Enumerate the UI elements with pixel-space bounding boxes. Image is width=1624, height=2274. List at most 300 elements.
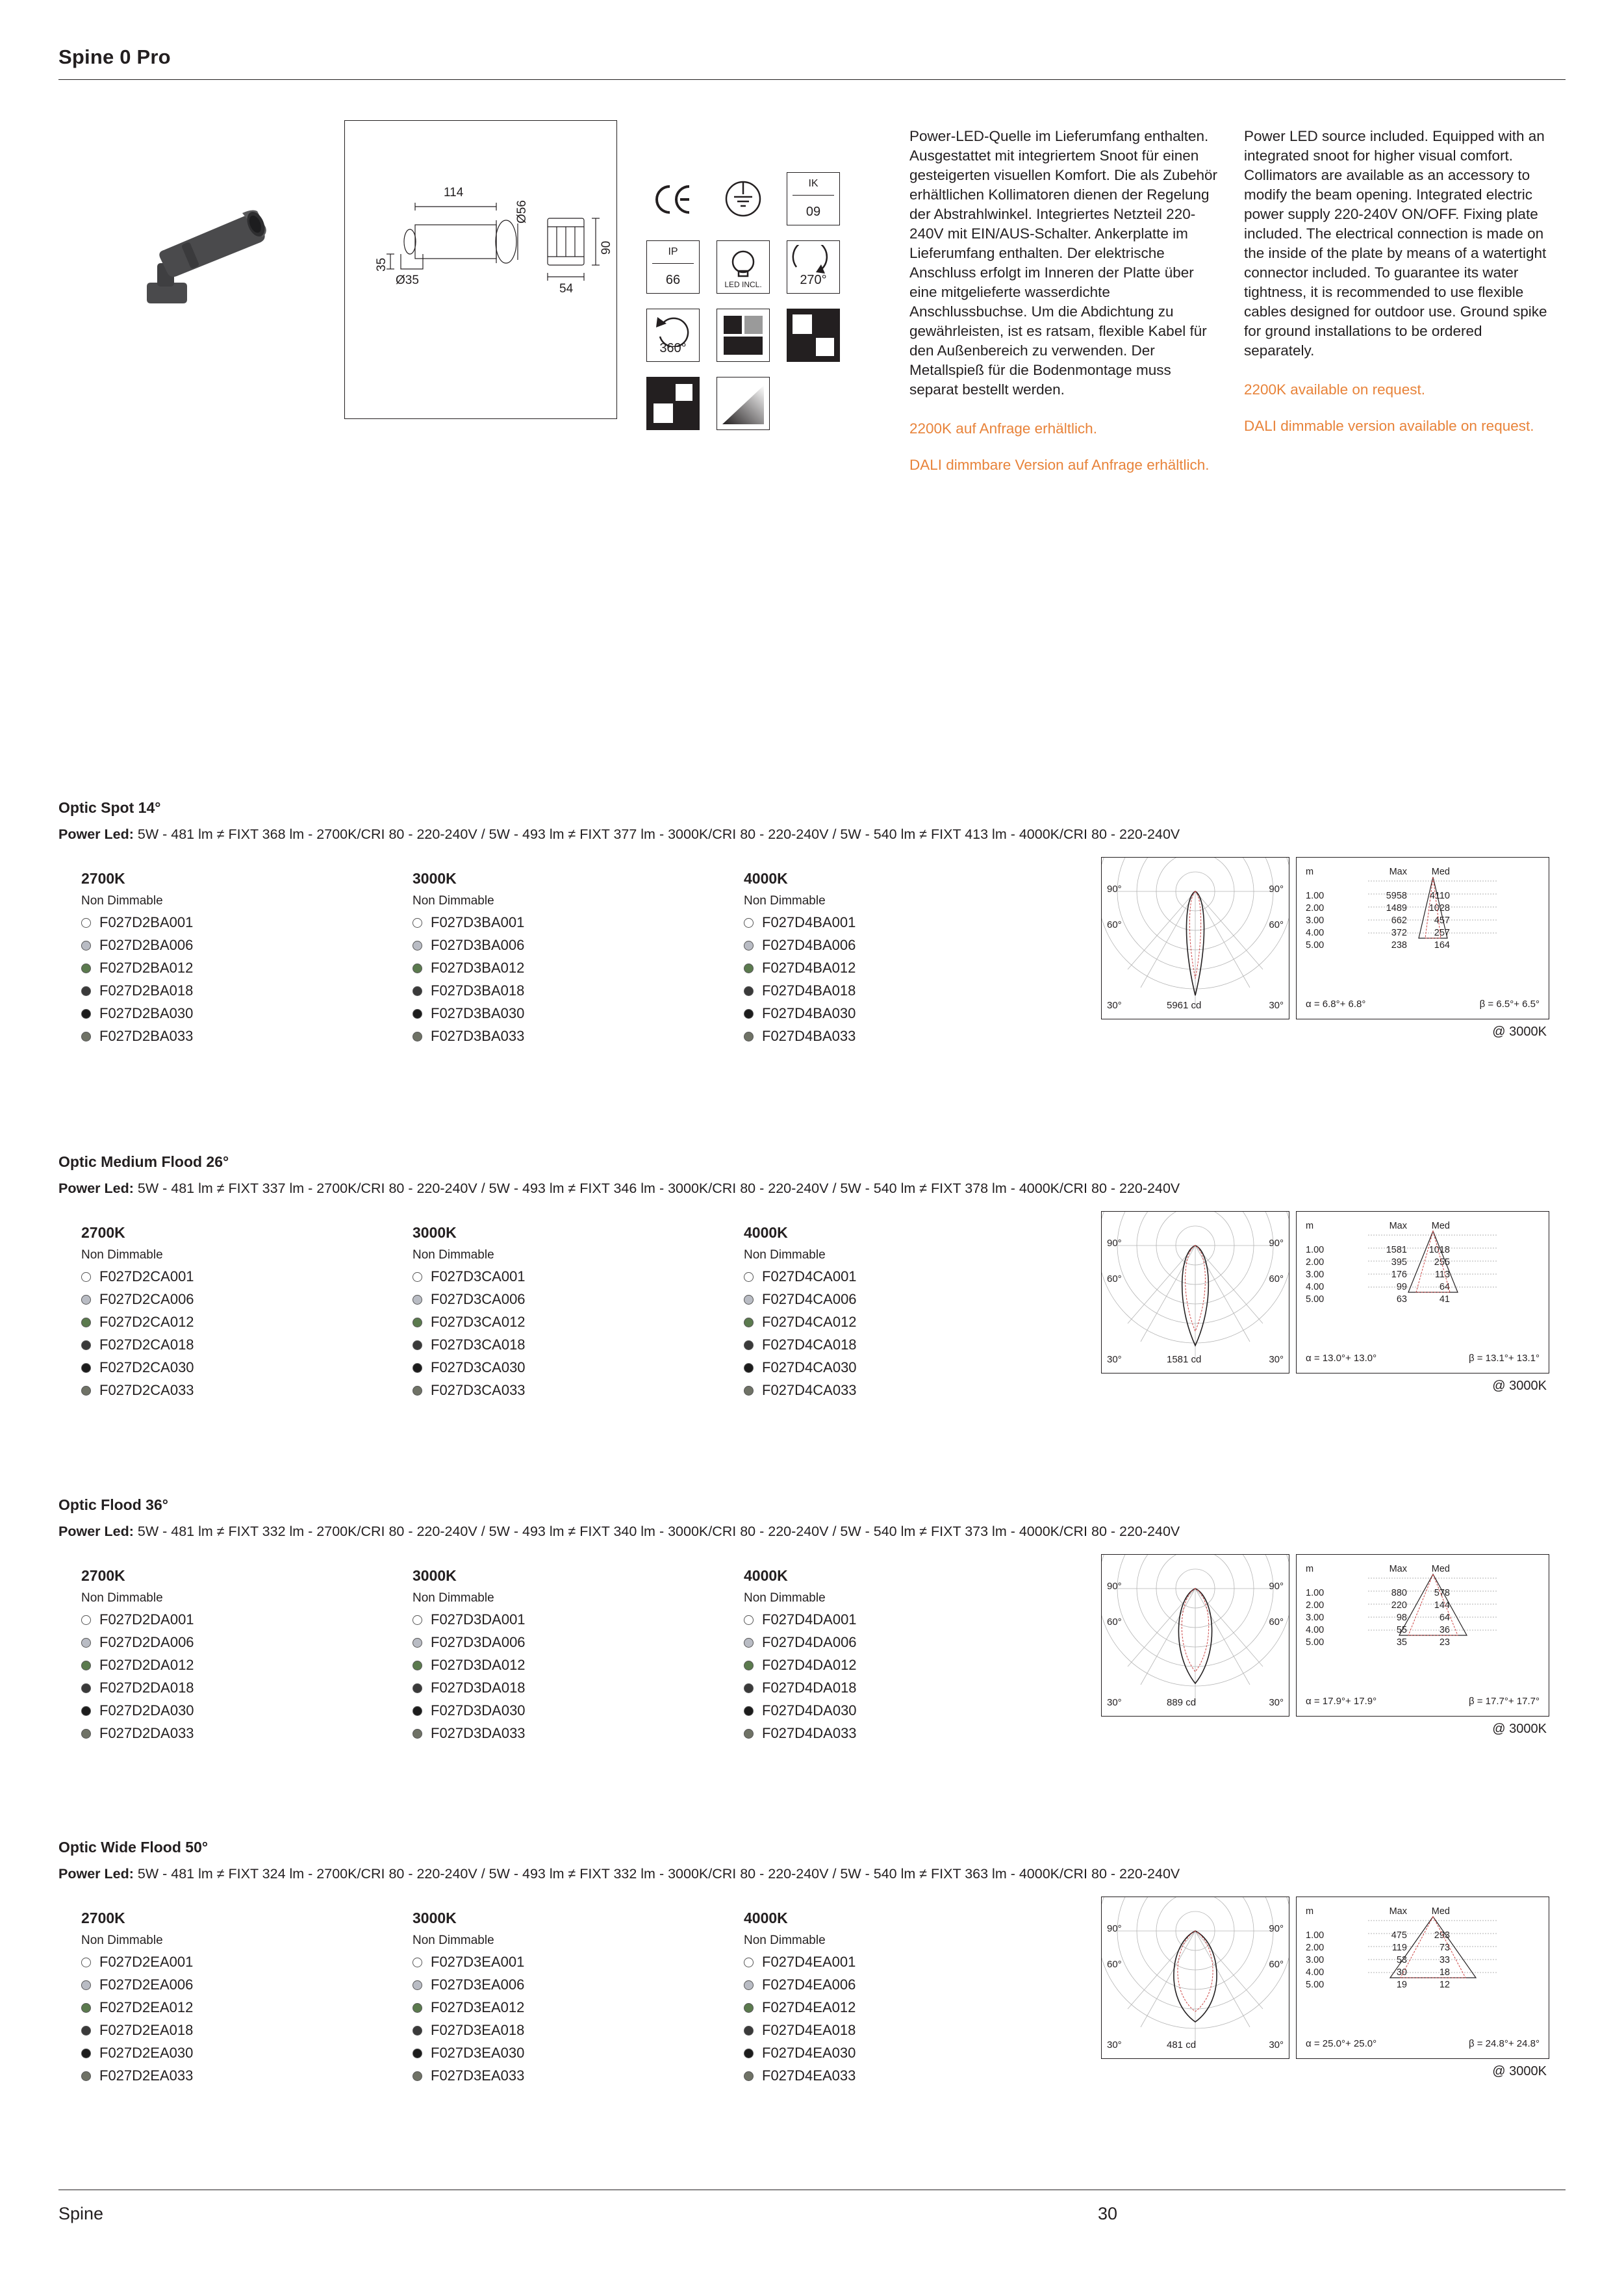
code-item[interactable] (744, 1725, 1049, 1742)
code-item[interactable] (81, 982, 387, 999)
code-item[interactable] (81, 2045, 387, 2062)
dimension-d35: Ø35 (396, 274, 419, 287)
finish-dot-icon (744, 1363, 754, 1373)
product-code: F027D2DA018 (99, 1680, 194, 1696)
cct-label: 3000K (412, 870, 457, 887)
ip-value: 66 (665, 273, 681, 287)
product-code: F027D4CA018 (762, 1336, 857, 1353)
led-incl-label: LED INCL. (724, 280, 762, 289)
finish-dot-icon (744, 1980, 754, 1990)
finish-dot-icon (744, 1638, 754, 1648)
table-row: 3.00 98 64 (1306, 1612, 1450, 1623)
photometry-header-max: Max (1389, 1906, 1407, 1917)
product-code: F027D4CA033 (762, 1382, 857, 1398)
polar-angle-60-right: 60° (1269, 919, 1284, 930)
finish-dot-icon (81, 1729, 91, 1739)
product-code: F027D2CA012 (99, 1314, 194, 1330)
beta-value: β = 17.7°+ 17.7° (1468, 1696, 1540, 1707)
code-item[interactable] (744, 1028, 1049, 1045)
product-code: F027D2BA006 (99, 937, 194, 953)
code-item[interactable] (744, 982, 1049, 999)
product-code: F027D3DA001 (431, 1611, 526, 1628)
finish-dot-icon (412, 918, 422, 928)
table-row: 3.00 662 457 (1306, 915, 1450, 926)
code-item[interactable] (412, 1725, 718, 1742)
photometry-header-med: Med (1431, 1906, 1450, 1917)
dimming-label: Non Dimmable (412, 1934, 494, 1947)
finish-dot-icon (412, 941, 422, 951)
code-item[interactable] (412, 2045, 718, 2062)
optic-title: Optic Spot 14° (58, 799, 161, 816)
code-item[interactable] (744, 1291, 1049, 1308)
finish-dot-icon (412, 986, 422, 996)
code-item[interactable] (412, 1611, 718, 1628)
cct-reference: @ 3000K (1492, 2064, 1547, 2078)
code-item[interactable] (744, 1268, 1049, 1285)
finish-dot-icon (744, 986, 754, 996)
cct-column-2700k (81, 870, 387, 1045)
code-item[interactable] (81, 937, 387, 954)
finish-dot-icon (744, 1032, 754, 1041)
dimension-54: 54 (559, 282, 574, 296)
code-item[interactable] (81, 914, 387, 931)
power-led-value: 5W - 481 lm ≠ FIXT 337 lm - 2700K/CRI 80 - 220-240V / 5W - 493 lm ≠ FIXT 346 lm - 3000K/CRI 80 - 220-240V / 5W - 540 lm ≠ FIXT 378 lm - 4000K/CRI 80 - 220-240V (137, 1181, 1180, 1196)
code-item[interactable] (81, 1634, 387, 1651)
power-led-line (58, 824, 1566, 844)
product-code: F027D4BA018 (762, 982, 856, 999)
code-item[interactable] (412, 1268, 718, 1285)
polar-angle-60-right: 60° (1269, 1273, 1284, 1284)
polar-angle-60-left: 60° (1107, 1959, 1122, 1970)
code-item[interactable] (81, 960, 387, 977)
code-item[interactable] (412, 914, 718, 931)
cct-column-2700k (81, 1224, 387, 1399)
product-code: F027D2BA001 (99, 914, 194, 930)
finish-dot-icon (412, 1386, 422, 1396)
polar-angle-60-right: 60° (1269, 1616, 1284, 1628)
product-code: F027D3CA001 (431, 1268, 526, 1284)
cct-column-4000k (744, 870, 1049, 1045)
finish-dot-icon (744, 1318, 754, 1327)
light-distribution-half-icon (717, 309, 770, 362)
ik-value: 09 (806, 205, 821, 219)
finish-dot-icon (412, 1615, 422, 1625)
finish-dot-icon (744, 964, 754, 973)
product-code: F027D4EA012 (762, 1999, 856, 2015)
photometry-header-med: Med (1431, 1563, 1450, 1574)
dimming-label: Non Dimmable (81, 1591, 163, 1605)
code-item[interactable] (81, 1314, 387, 1331)
technical-drawing (344, 120, 617, 419)
ip-label: IP (668, 246, 678, 257)
finish-dot-icon (81, 1272, 91, 1282)
product-code: F027D3BA018 (431, 982, 525, 999)
code-item[interactable] (412, 1291, 718, 1308)
polar-angle-90-left: 90° (1107, 884, 1122, 895)
code-item[interactable] (81, 1268, 387, 1285)
table-row: 4.00 55 36 (1306, 1624, 1450, 1635)
product-code: F027D2BA018 (99, 982, 194, 999)
code-item[interactable] (412, 1976, 718, 1993)
polar-angle-60-left: 60° (1107, 1616, 1122, 1628)
led-included-icon (717, 240, 770, 294)
description-de-note-2: DALI dimmbare Version auf Anfrage erhältlich. (909, 457, 1210, 473)
power-led-label: Power Led: (58, 1181, 134, 1196)
dimming-label: Non Dimmable (744, 894, 826, 908)
polar-cd-value: 5961 cd (1167, 1000, 1202, 1011)
description-en-note-2: DALI dimmable version available on request. (1244, 418, 1534, 434)
finish-dot-icon (81, 918, 91, 928)
polar-angle-30-left: 30° (1107, 2039, 1122, 2050)
table-row: 1.00 1581 1018 (1306, 1244, 1450, 1255)
product-code: F027D3DA006 (431, 1634, 526, 1650)
code-item[interactable] (81, 1336, 387, 1353)
code-item[interactable] (81, 2022, 387, 2039)
code-item[interactable] (81, 1999, 387, 2016)
code-item[interactable] (81, 1382, 387, 1399)
table-row: 3.00 53 33 (1306, 1954, 1450, 1965)
product-code: F027D4CA001 (762, 1268, 857, 1284)
finish-dot-icon (744, 2071, 754, 2081)
photometry-table (1296, 1211, 1549, 1373)
code-item[interactable] (744, 937, 1049, 954)
polar-angle-60-left: 60° (1107, 919, 1122, 930)
product-code: F027D3CA033 (431, 1382, 526, 1398)
product-code: F027D2EA033 (99, 2067, 194, 2084)
product-code: F027D4EA030 (762, 2045, 856, 2061)
code-item[interactable] (744, 1611, 1049, 1628)
product-code: F027D2EA001 (99, 1954, 194, 1970)
finish-dot-icon (412, 2003, 422, 2013)
finish-dot-icon (744, 1706, 754, 1716)
code-item[interactable] (744, 960, 1049, 977)
polar-angle-90-right: 90° (1269, 1923, 1284, 1934)
product-code: F027D4EA006 (762, 1976, 856, 1993)
product-code: F027D2CA001 (99, 1268, 194, 1284)
polar-angle-90-right: 90° (1269, 1581, 1284, 1592)
product-code: F027D3CA006 (431, 1291, 526, 1307)
code-item[interactable] (744, 1634, 1049, 1651)
cct-label: 4000K (744, 870, 788, 887)
code-item[interactable] (744, 1702, 1049, 1719)
polar-angle-90-left: 90° (1107, 1581, 1122, 1592)
table-row: 4.00 30 18 (1306, 1967, 1450, 1978)
cct-label: 4000K (744, 1910, 788, 1926)
product-code: F027D4CA006 (762, 1291, 857, 1307)
power-led-label: Power Led: (58, 1524, 134, 1539)
beta-value: β = 24.8°+ 24.8° (1468, 2038, 1540, 2049)
code-item[interactable] (412, 1657, 718, 1674)
product-code: F027D2CA006 (99, 1291, 194, 1307)
dimming-label: Non Dimmable (412, 1248, 494, 1262)
photometry-block (1101, 1211, 1549, 1399)
cct-column-3000k (412, 1567, 718, 1742)
photometry-header-max: Max (1389, 866, 1407, 877)
table-row: 5.00 238 164 (1306, 939, 1450, 951)
finish-dot-icon (81, 1638, 91, 1648)
finish-dot-icon (744, 941, 754, 951)
polar-diagram (1101, 1554, 1289, 1717)
product-code: F027D2EA030 (99, 2045, 194, 2061)
code-item[interactable] (412, 1359, 718, 1376)
finish-dot-icon (412, 1295, 422, 1305)
polar-angle-30-right: 30° (1269, 1354, 1284, 1365)
product-code: F027D4BA030 (762, 1005, 856, 1021)
finish-dot-icon (744, 918, 754, 928)
table-row: 2.00 395 255 (1306, 1257, 1450, 1268)
code-item[interactable] (412, 960, 718, 977)
code-item[interactable] (744, 1314, 1049, 1331)
beta-value: β = 13.1°+ 13.1° (1468, 1353, 1540, 1364)
polar-angle-90-left: 90° (1107, 1923, 1122, 1934)
dimming-label: Non Dimmable (81, 1934, 163, 1947)
description-en-body: Power LED source included. Equipped with an integrated snoot for higher visual comfort. Collimators are available as an accessory to modify the beam opening. Integrated electric power supply 220-240V ON/OFF. Fixing plate included. The electrical connection is made on the inside of the plate by means of a watertight connector included. To guarantee its water tightness, it is recommended to use flexible cables designed for outdoor use. Ground spike for ground installations to be ordered separately. (1244, 128, 1547, 359)
finish-dot-icon (412, 1729, 422, 1739)
code-item[interactable] (81, 1657, 387, 1674)
table-row: 4.00 372 257 (1306, 927, 1450, 938)
code-item[interactable] (412, 1634, 718, 1651)
finish-dot-icon (81, 1958, 91, 1967)
finish-dot-icon (81, 1009, 91, 1019)
polar-cd-value: 1581 cd (1167, 1354, 1202, 1365)
alpha-value: α = 25.0°+ 25.0° (1306, 2038, 1377, 2049)
finish-dot-icon (412, 1638, 422, 1648)
photometry-header-med: Med (1431, 1220, 1450, 1231)
cct-column-4000k (744, 1224, 1049, 1399)
finish-dot-icon (81, 1386, 91, 1396)
product-code: F027D2DA006 (99, 1634, 194, 1650)
finish-dot-icon (744, 1009, 754, 1019)
code-item[interactable] (412, 937, 718, 954)
optic-section-flood-36 (58, 1496, 1566, 1743)
finish-dot-icon (412, 1032, 422, 1041)
code-item[interactable] (412, 1005, 718, 1022)
product-photo (123, 172, 318, 322)
code-item[interactable] (81, 1702, 387, 1719)
cct-reference: @ 3000K (1492, 1025, 1547, 1039)
cct-column-3000k (412, 870, 718, 1045)
code-item[interactable] (412, 1028, 718, 1045)
product-code: F027D3BA012 (431, 960, 525, 976)
product-code: F027D4BA012 (762, 960, 856, 976)
cct-label: 2700K (81, 1910, 125, 1926)
page-title: Spine 0 Pro (58, 45, 171, 68)
code-item[interactable] (81, 1954, 387, 1971)
product-code: F027D3BA001 (431, 914, 525, 930)
photometry-header-med: Med (1431, 866, 1450, 877)
page-number: 30 (1098, 2204, 1118, 2223)
code-item[interactable] (81, 1291, 387, 1308)
finish-dot-icon (412, 1009, 422, 1019)
polar-diagram (1101, 857, 1289, 1019)
code-item[interactable] (744, 1382, 1049, 1399)
finish-dot-icon (81, 1661, 91, 1670)
table-row: 2.00 119 73 (1306, 1942, 1450, 1953)
code-item[interactable] (412, 1314, 718, 1331)
polar-angle-90-right: 90° (1269, 1238, 1284, 1249)
rotation-360-label: 360° (659, 341, 687, 355)
code-item[interactable] (744, 1999, 1049, 2016)
cct-label: 4000K (744, 1567, 788, 1584)
dimension-d56: Ø56 (515, 200, 529, 224)
code-item[interactable] (412, 982, 718, 999)
finish-dot-icon (81, 2026, 91, 2036)
product-code: F027D3EA018 (431, 2022, 525, 2038)
finish-dot-icon (81, 2003, 91, 2013)
power-led-line (58, 1522, 1566, 1541)
product-code: F027D3DA018 (431, 1680, 526, 1696)
product-code: F027D4CA030 (762, 1359, 857, 1375)
table-row: 5.00 35 23 (1306, 1637, 1450, 1648)
optic-title: Optic Wide Flood 50° (58, 1839, 209, 1856)
product-code: F027D3BA030 (431, 1005, 525, 1021)
product-code: F027D4DA030 (762, 1702, 857, 1718)
code-item[interactable] (81, 1359, 387, 1376)
product-code: F027D2DA030 (99, 1702, 194, 1718)
code-item[interactable] (744, 1954, 1049, 1971)
polar-angle-60-right: 60° (1269, 1959, 1284, 1970)
finish-dot-icon (81, 1295, 91, 1305)
asymmetric-light-icon (787, 309, 840, 362)
finish-dot-icon (744, 2049, 754, 2058)
power-led-value: 5W - 481 lm ≠ FIXT 332 lm - 2700K/CRI 80 - 220-240V / 5W - 493 lm ≠ FIXT 340 lm - 3000K/CRI 80 - 220-240V / 5W - 540 lm ≠ FIXT 373 lm - 4000K/CRI 80 - 220-240V (137, 1524, 1180, 1539)
code-item[interactable] (81, 1976, 387, 1993)
product-code: F027D2CA033 (99, 1382, 194, 1398)
finish-dot-icon (81, 964, 91, 973)
product-code: F027D2DA033 (99, 1725, 194, 1741)
code-item[interactable] (744, 1359, 1049, 1376)
code-item[interactable] (744, 914, 1049, 931)
code-item[interactable] (81, 1680, 387, 1696)
header-divider (58, 79, 1566, 80)
product-code: F027D4DA012 (762, 1657, 857, 1673)
description-de (909, 127, 1218, 475)
cct-column-2700k (81, 1910, 387, 2084)
code-item[interactable] (744, 1005, 1049, 1022)
power-led-label: Power Led: (58, 1866, 134, 1882)
table-row: 4.00 99 64 (1306, 1281, 1450, 1292)
photometry-header-m: m (1306, 866, 1314, 877)
cct-label: 2700K (81, 870, 125, 887)
finish-dot-icon (412, 1958, 422, 1967)
dimming-label: Non Dimmable (744, 1591, 826, 1605)
code-item[interactable] (412, 1999, 718, 2016)
page-header (58, 45, 1566, 80)
product-code: F027D2DA012 (99, 1657, 194, 1673)
finish-dot-icon (412, 1706, 422, 1716)
code-item[interactable] (744, 1680, 1049, 1696)
code-item[interactable] (81, 1028, 387, 1045)
ce-mark-icon (646, 172, 700, 225)
finish-dot-icon (412, 1363, 422, 1373)
photometry-header-max: Max (1389, 1563, 1407, 1574)
product-code: F027D3CA012 (431, 1314, 526, 1330)
finish-dot-icon (412, 2071, 422, 2081)
power-led-label: Power Led: (58, 826, 134, 842)
product-code: F027D2EA006 (99, 1976, 194, 1993)
table-row: 1.00 880 578 (1306, 1587, 1450, 1598)
finish-dot-icon (81, 1615, 91, 1625)
polar-angle-30-left: 30° (1107, 1354, 1122, 1365)
code-item[interactable] (81, 1611, 387, 1628)
product-code: F027D4EA001 (762, 1954, 856, 1970)
product-code: F027D2EA012 (99, 1999, 194, 2015)
polar-angle-30-left: 30° (1107, 1000, 1122, 1011)
optic-section-medium-flood-26 (58, 1153, 1566, 1399)
photometry-header-m: m (1306, 1220, 1314, 1231)
polar-angle-60-left: 60° (1107, 1273, 1122, 1284)
code-item[interactable] (81, 1725, 387, 1742)
code-item[interactable] (744, 2067, 1049, 2084)
finish-dot-icon (744, 1683, 754, 1693)
code-item[interactable] (412, 1702, 718, 1719)
code-item[interactable] (412, 1954, 718, 1971)
product-code: F027D3EA030 (431, 2045, 525, 2061)
cct-reference: @ 3000K (1492, 1722, 1547, 1736)
code-item[interactable] (744, 1336, 1049, 1353)
finish-dot-icon (744, 1958, 754, 1967)
finish-dot-icon (81, 1032, 91, 1041)
code-item[interactable] (81, 1005, 387, 1022)
beta-value: β = 6.5°+ 6.5° (1479, 999, 1540, 1010)
finish-dot-icon (412, 1683, 422, 1693)
table-row: 5.00 63 41 (1306, 1294, 1450, 1305)
cct-reference: @ 3000K (1492, 1379, 1547, 1393)
code-item[interactable] (412, 2022, 718, 2039)
finish-dot-icon (81, 2071, 91, 2081)
optic-section-spot-14 (58, 799, 1566, 1045)
finish-dot-icon (412, 1272, 422, 1282)
cct-label: 3000K (412, 1567, 457, 1584)
dimming-gradient-icon (717, 377, 770, 430)
optic-title: Optic Flood 36° (58, 1496, 168, 1513)
optic-title: Optic Medium Flood 26° (58, 1153, 229, 1170)
table-row: 2.00 220 144 (1306, 1600, 1450, 1611)
code-item[interactable] (744, 1657, 1049, 1674)
dimming-label: Non Dimmable (744, 1934, 826, 1947)
product-code: F027D4CA012 (762, 1314, 857, 1330)
product-code: F027D3CA018 (431, 1336, 526, 1353)
polar-angle-30-right: 30° (1269, 1000, 1284, 1011)
finish-dot-icon (744, 1615, 754, 1625)
cct-column-2700k (81, 1567, 387, 1742)
cct-label: 3000K (412, 1224, 457, 1241)
photometry-header-max: Max (1389, 1220, 1407, 1231)
finish-dot-icon (412, 2026, 422, 2036)
dimming-label: Non Dimmable (412, 1591, 494, 1605)
code-item[interactable] (412, 1680, 718, 1696)
product-code: F027D3EA001 (431, 1954, 525, 1970)
code-item[interactable] (412, 1336, 718, 1353)
code-item[interactable] (412, 2067, 718, 2084)
wall-mount-icon (646, 377, 700, 430)
code-item[interactable] (744, 2022, 1049, 2039)
cct-label: 4000K (744, 1224, 788, 1241)
finish-dot-icon (81, 1340, 91, 1350)
code-item[interactable] (744, 2045, 1049, 2062)
code-item[interactable] (81, 2067, 387, 2084)
photometry-block (1101, 857, 1549, 1045)
dimming-label: Non Dimmable (81, 1248, 163, 1262)
finish-dot-icon (412, 1980, 422, 1990)
product-code: F027D3BA033 (431, 1028, 525, 1044)
dimming-label: Non Dimmable (744, 1248, 826, 1262)
code-item[interactable] (412, 1382, 718, 1399)
product-code: F027D2BA030 (99, 1005, 194, 1021)
code-item[interactable] (744, 1976, 1049, 1993)
polar-angle-90-left: 90° (1107, 1238, 1122, 1249)
product-code: F027D4EA033 (762, 2067, 856, 2084)
